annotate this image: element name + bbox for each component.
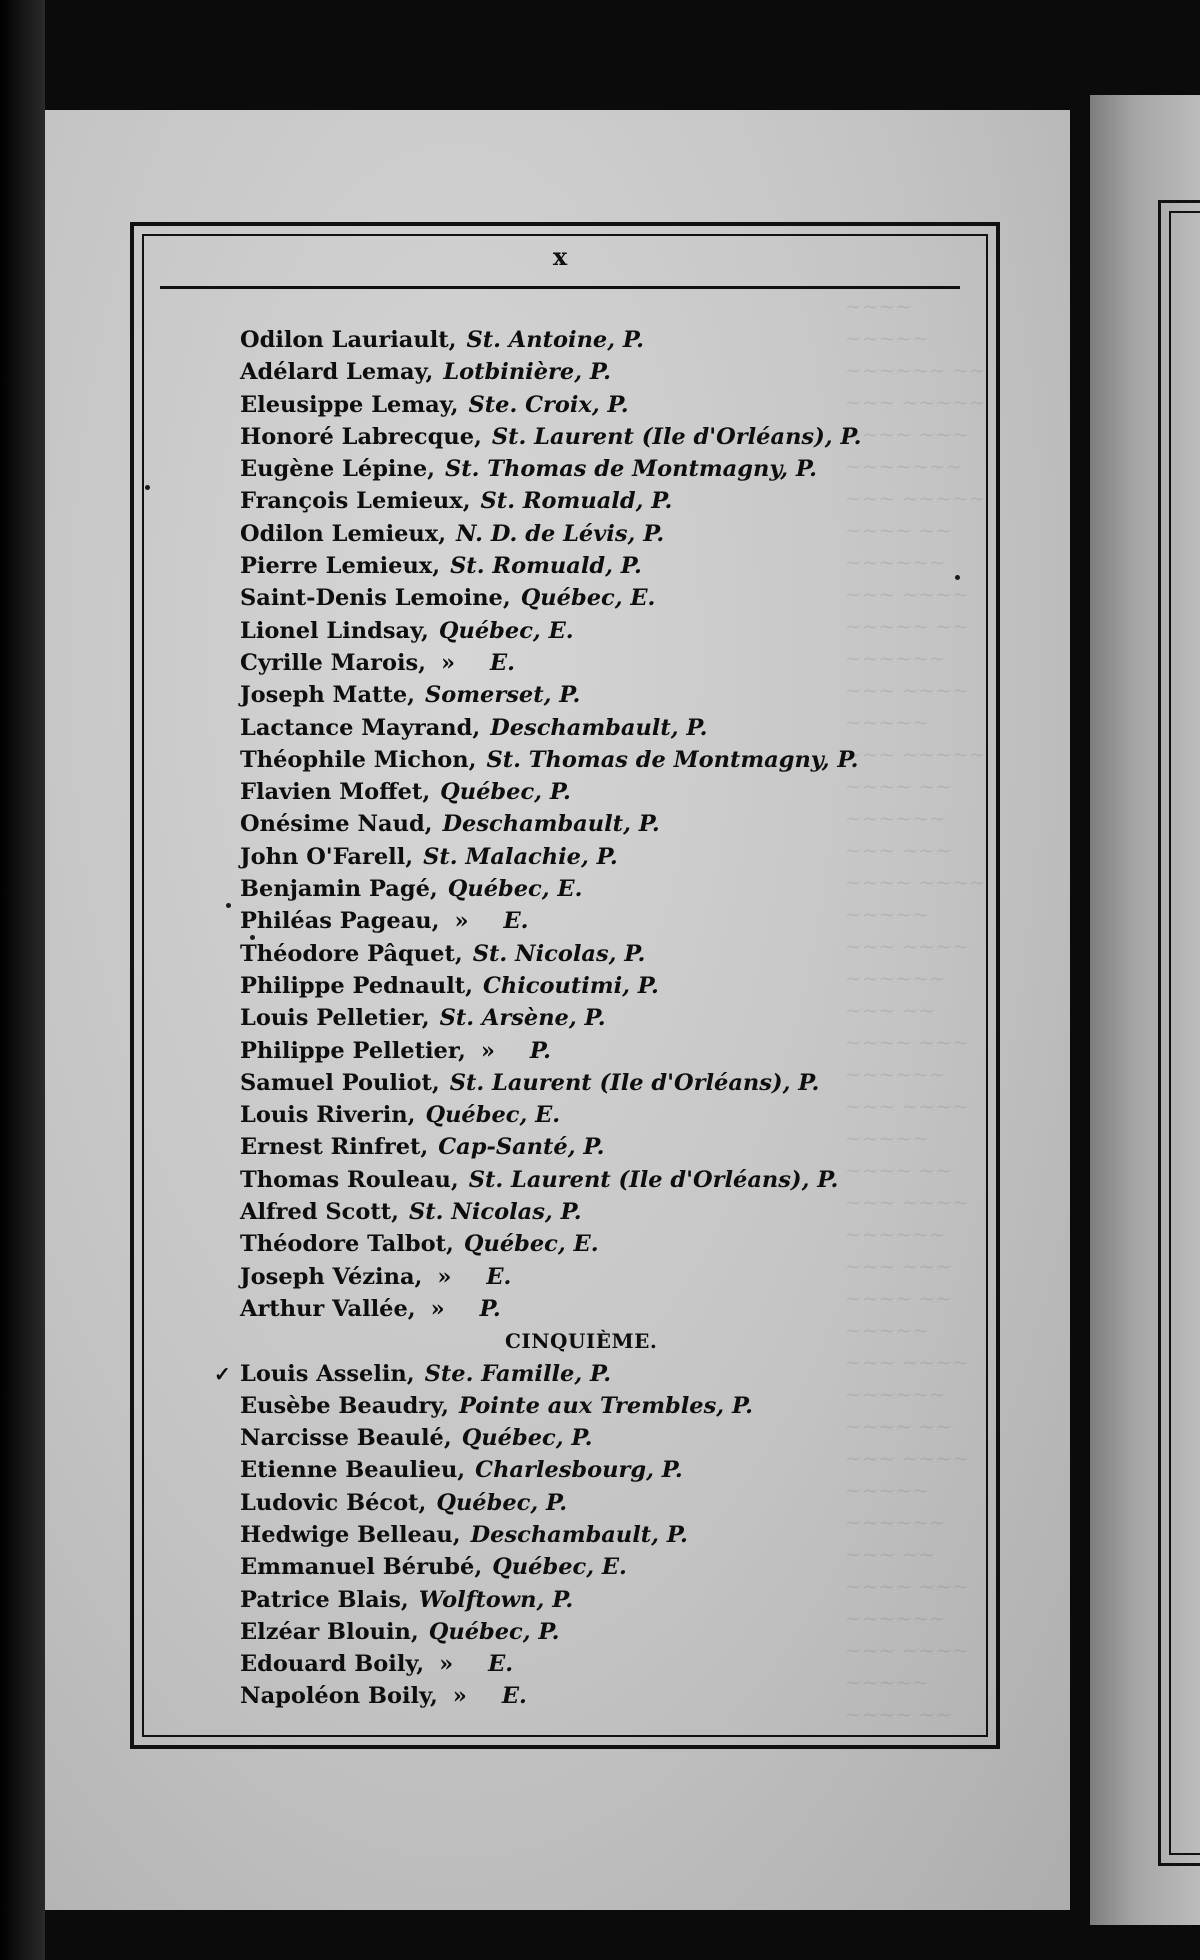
person-name: Philippe Pednault, (240, 972, 473, 999)
list-item (240, 1616, 980, 1648)
place-name: Chicoutimi, P. (482, 972, 659, 999)
list-item (240, 1131, 980, 1163)
place-name: E. (486, 1263, 512, 1290)
ditto-mark: » (480, 1037, 495, 1064)
list-item (240, 1422, 980, 1454)
list-item (240, 970, 980, 1002)
person-name: Saint-Denis Lemoine, (240, 585, 511, 612)
place-name: Québec, E. (520, 585, 656, 612)
list-item (240, 1067, 980, 1099)
person-name: Louis Asselin, (240, 1360, 415, 1387)
place-name: St. Laurent (Ile d'Orléans), P. (449, 1069, 820, 1096)
place-name: St. Arsène, P. (439, 1005, 606, 1032)
person-name: Philéas Pageau, (240, 908, 440, 935)
list-item (240, 485, 980, 517)
person-name: Ludovic Bécot, (240, 1489, 427, 1516)
list-item (240, 712, 980, 744)
list-item (240, 615, 980, 647)
place-name: Québec, E. (492, 1554, 627, 1581)
person-name: Elzéar Blouin, (240, 1618, 419, 1645)
list-item (240, 1680, 980, 1712)
list-item (240, 1454, 980, 1486)
person-name: Louis Riverin, (240, 1102, 416, 1129)
person-name: Samuel Pouliot, (240, 1069, 440, 1096)
ditto-mark: » (430, 1295, 445, 1322)
list-item (240, 1648, 980, 1680)
list-item (240, 1196, 980, 1228)
person-name: Etienne Beaulieu, (240, 1457, 466, 1484)
person-name: Edouard Boily, (240, 1651, 425, 1678)
list-item (240, 1584, 980, 1616)
place-name: St. Thomas de Montmagny, P. (445, 456, 817, 483)
person-name: Ernest Rinfret, (240, 1134, 429, 1161)
place-name: Ste. Famille, P. (424, 1360, 612, 1387)
person-name: Flavien Moffet, (240, 779, 431, 806)
person-name: John O'Farell, (240, 843, 414, 870)
list-item (240, 582, 980, 614)
list-item (240, 453, 980, 485)
list-item (240, 1293, 980, 1325)
person-name: Cyrille Marois, (240, 649, 427, 676)
person-name: Théophile Michon, (240, 746, 477, 773)
ditto-mark: » (437, 1263, 452, 1290)
list-item (214, 1358, 980, 1390)
student-list (214, 324, 980, 1713)
person-name: Joseph Matte, (240, 682, 415, 709)
place-name: Québec, E. (463, 1231, 599, 1258)
place-name: St. Nicolas, P. (472, 940, 646, 967)
place-name: Deschambault, P. (490, 714, 708, 741)
person-name: Arthur Vallée, (240, 1295, 416, 1322)
person-name: Onésime Naud, (240, 811, 433, 838)
person-name: Philippe Pelletier, (240, 1037, 466, 1064)
person-name: Pierre Lemieux, (240, 553, 441, 580)
speck (226, 903, 231, 908)
place-name: Wolftown, P. (418, 1586, 574, 1613)
place-name: E. (490, 649, 516, 676)
ditto-mark: » (439, 1651, 454, 1678)
person-name: Thomas Rouleau, (240, 1166, 459, 1193)
person-name: Narcisse Beaulé, (240, 1425, 452, 1452)
list-item (240, 356, 980, 388)
place-name: Lotbinière, P. (443, 359, 611, 386)
person-name: Odilon Lauriault, (240, 327, 457, 353)
place-name: P. (479, 1295, 501, 1322)
list-item (240, 1551, 980, 1583)
header-rule (160, 286, 960, 289)
person-name: Hedwige Belleau, (240, 1521, 461, 1548)
person-name: François Lemieux, (240, 488, 471, 515)
list-item (240, 1164, 980, 1196)
person-name: Adélard Lemay, (240, 359, 434, 386)
place-name: Québec, P. (436, 1489, 568, 1516)
ditto-mark: » (452, 1683, 467, 1710)
person-name: Eugène Lépine, (240, 456, 435, 483)
person-name: Alfred Scott, (240, 1199, 399, 1226)
list-item (240, 808, 980, 840)
place-name: Québec, P. (440, 779, 571, 806)
place-name: St. Antoine, P. (466, 327, 644, 353)
place-name: St. Malachie, P. (423, 843, 618, 870)
person-name: Lactance Mayrand, (240, 714, 481, 741)
list-item (240, 938, 980, 970)
list-item (240, 679, 980, 711)
person-name: Eleusippe Lemay, (240, 391, 459, 418)
person-name: Eusèbe Beaudry, (240, 1392, 449, 1419)
check-mark: ✓ (214, 1361, 231, 1386)
person-name: Louis Pelletier, (240, 1005, 430, 1032)
facing-page-frame (1158, 200, 1200, 1866)
list-item (240, 1099, 980, 1131)
list-item (240, 1487, 980, 1519)
place-name: Charlesbourg, P. (475, 1457, 683, 1484)
person-name: Odilon Lemieux, (240, 520, 447, 547)
list-item (240, 518, 980, 550)
ditto-mark: » (441, 649, 456, 676)
list-item (240, 324, 980, 356)
place-name: Québec, P. (461, 1425, 593, 1452)
ditto-mark: » (454, 908, 469, 935)
person-name: Théodore Pâquet, (240, 940, 463, 967)
person-name: Benjamin Pagé, (240, 876, 438, 903)
speck (145, 485, 150, 490)
list-item (240, 841, 980, 873)
place-name: Québec, P. (428, 1618, 560, 1645)
list-item (240, 647, 980, 679)
list-item (240, 550, 980, 582)
scan-left-edge (0, 0, 45, 1960)
list-item (240, 1035, 980, 1067)
section-heading: CINQUIÈME. (505, 1329, 658, 1354)
person-name: Joseph Vézina, (240, 1263, 423, 1290)
place-name: Québec, E. (438, 617, 574, 644)
person-name: Honoré Labrecque, (240, 423, 482, 450)
place-name: St. Thomas de Montmagny, P. (486, 746, 859, 773)
list-item (240, 421, 980, 453)
place-name: Québec, E. (447, 876, 583, 903)
place-name: E. (501, 1683, 527, 1710)
place-name: Québec, E. (425, 1102, 561, 1129)
list-item (240, 873, 980, 905)
place-name: P. (529, 1037, 551, 1064)
place-name: St. Nicolas, P. (409, 1199, 582, 1226)
list-item (240, 1002, 980, 1034)
list-item (240, 1390, 980, 1422)
person-name: Lionel Lindsay, (240, 617, 429, 644)
place-name: E. (503, 908, 529, 935)
page-number: x (552, 242, 568, 271)
place-name: Ste. Croix, P. (468, 391, 629, 418)
place-name: Deschambault, P. (470, 1521, 688, 1548)
place-name: St. Laurent (Ile d'Orléans), P. (468, 1166, 839, 1193)
person-name: Patrice Blais, (240, 1586, 409, 1613)
person-name: Théodore Talbot, (240, 1231, 454, 1258)
list-item (240, 905, 980, 937)
place-name: St. Romuald, P. (450, 553, 642, 580)
list-item (240, 1519, 980, 1551)
list-item (240, 744, 980, 776)
place-name: Pointe aux Trembles, P. (458, 1392, 753, 1419)
list-item (240, 389, 980, 421)
place-name: Somerset, P. (424, 682, 581, 709)
list-item (240, 1228, 980, 1260)
place-name: St. Romuald, P. (480, 488, 673, 515)
list-item (240, 1261, 980, 1293)
place-name: St. Laurent (Ile d'Orléans), P. (491, 423, 862, 450)
list-item (240, 776, 980, 808)
person-name: Emmanuel Bérubé, (240, 1554, 483, 1581)
place-name: E. (488, 1651, 514, 1678)
place-name: Deschambault, P. (442, 811, 660, 838)
person-name: Napoléon Boily, (240, 1683, 438, 1710)
bleed-through-text: ~~~~ ~~~~~ ~~~~~~ ~~ ~~~ ~~~~~ ~~~~ ~~~ ~~~~~~~ ~~~ ~~~~~ ~~~~ ~~ ~~~~~~ ~~~ ~~~~ ~~~~~ ~~ ~~~~~~ ~~~ ~~~~ ~~~~~ ~~~ ~~~~~ ~~~~ ~~ ~~~~~~ ~~~ ~~~ ~~~~ ~~~~ ~~~~~ ~~~ ~~~~ ~~~~~~ ~~~ ~~ ~~~~ ~~~ ~~~~~~ ~~~ ~~~~ ~~~~~ ~~~~ ~~ ~~~ ~~~~ ~~~~~~ ~~~ ~~~ ~~~~ ~~ ~~~~~ ~~~ ~~~~ ~~~~~~ ~~~~ ~~ ~~~ ~~~~ ~~~~~ ~~~~~~ ~~~ ~~ ~~~~ ~~~ ~~~~~~ ~~~ ~~~~ ~~~~~ ~~~~ ~~ (845, 294, 986, 1726)
place-name: Cap-Santé, P. (438, 1134, 605, 1161)
place-name: N. D. de Lévis, P. (456, 520, 665, 547)
